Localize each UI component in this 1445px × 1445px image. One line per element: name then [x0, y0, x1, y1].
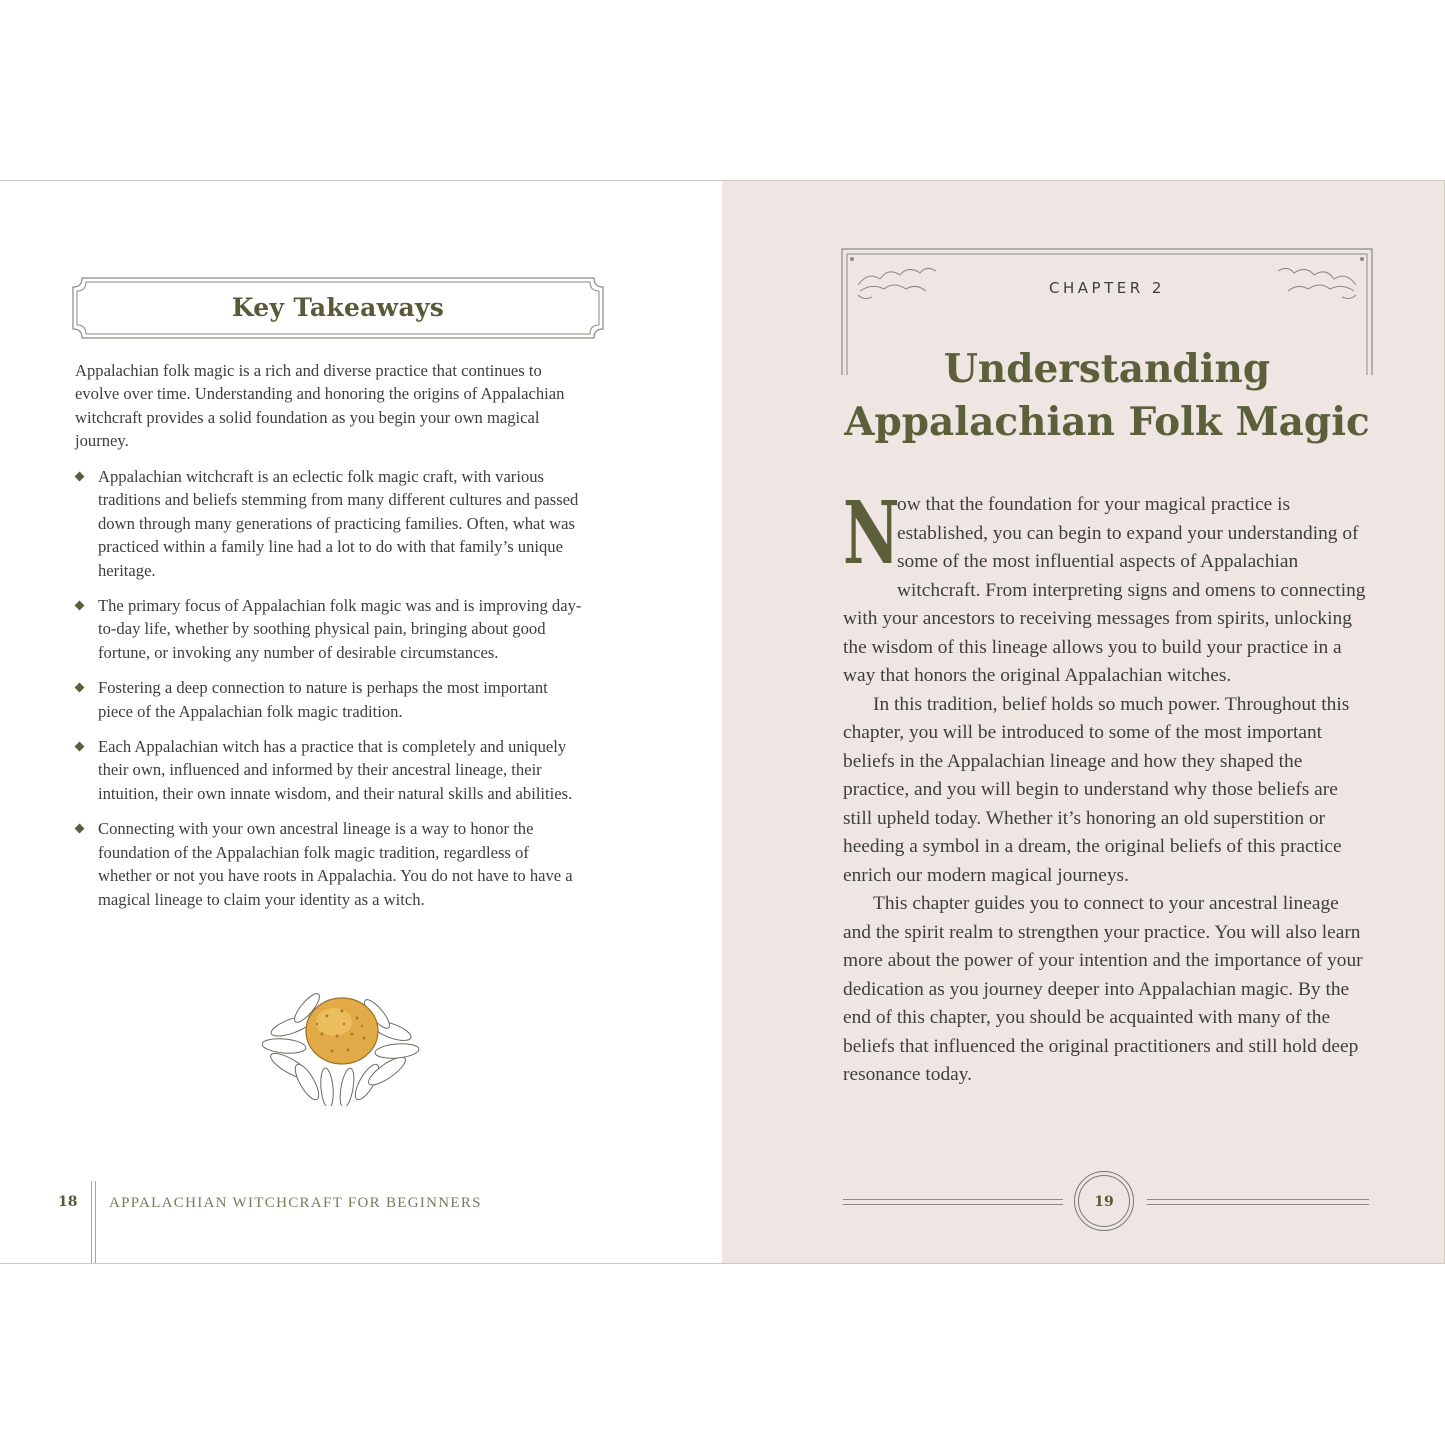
diamond-bullet-icon	[75, 742, 85, 752]
key-takeaways-title: Key Takeaways	[231, 293, 445, 322]
key-takeaways-header	[72, 277, 604, 339]
chapter-label: CHAPTER 2	[1049, 279, 1165, 297]
list-item: Fostering a deep connection to nature is perhaps the most important piece of the Appalachian folk magic tradition.	[75, 676, 583, 723]
book-spread	[0, 180, 1445, 1264]
footer-divider	[91, 1181, 92, 1263]
diamond-bullet-icon	[75, 683, 85, 693]
chapter-title: Understanding Appalachian Folk Magic	[844, 346, 1370, 445]
right-page-footer	[722, 1166, 1444, 1236]
page-number: 19	[1078, 1175, 1130, 1227]
chapter-body	[843, 483, 1367, 1090]
diamond-bullet-icon	[75, 601, 85, 611]
right-page	[722, 181, 1444, 1263]
takeaways-list	[75, 465, 583, 923]
left-page-footer	[0, 1181, 722, 1263]
chamomile-flower-icon	[262, 976, 424, 1106]
footer-rule-right	[1147, 1199, 1369, 1205]
list-item: The primary focus of Appalachian folk magic was and is improving day-to-day life, whether by soothing physical pain, bringing about good fortune, or invoking any number of desirable circumstances.	[75, 594, 583, 664]
left-page	[0, 181, 722, 1263]
page-number: 18	[58, 1194, 78, 1210]
body-paragraph: N ow that the foundation for your magical practice is established, you can begin to expand your understanding of some of the most influential aspects of Appalachian witchcraft. From interpreting signs and omens to connecting with your ancestors to receiving messages from spirits, unlocking the wisdom of this lineage allows you to build your practice in a way that honors the original Appalachian witches.	[843, 483, 1366, 686]
running-head: APPALACHIAN WITCHCRAFT FOR BEGINNERS	[109, 1195, 482, 1211]
list-item: Connecting with your own ancestral lineage is a way to honor the foundation of the Appalachian folk magic tradition, regardless of whether or not you have roots in Appalachia. You do not have to have a magical lineage to claim your identity as a witch.	[75, 817, 583, 911]
list-item: Each Appalachian witch has a practice that is completely and uniquely their own, influenced and informed by their ancestral lineage, their intuition, their own innate wisdom, and their natural skills and abilities.	[75, 735, 583, 805]
body-paragraph: In this tradition, belief holds so much power. Throughout this chapter, you will be introduced to some of the most important beliefs in the Appalachian lineage and how they shaped the practice, and you will begin to understand why those beliefs are still upheld today. Whether it’s honoring an old superstition or heeding a symbol in a dream, the original beliefs of this practice enrich our modern magical journeys.	[843, 693, 1350, 886]
body-paragraph: This chapter guides you to connect to your ancestral lineage and the spirit realm to strengthen your practice. You will also learn more about the power of your intention and the importance of your dedication as you journey deeper into Appalachian magic. By the end of this chapter, you should be acquainted with many of the beliefs that influenced the original practitioners and still hold deep resonance today.	[843, 893, 1363, 1085]
list-item: Appalachian witchcraft is an eclectic folk magic craft, with various traditions and beliefs stemming from many different cultures and passed down through many generations of practicing families. Often, what was practiced within a family line had a lot to do with that family’s unique heritage.	[75, 465, 583, 582]
footer-rule-left	[843, 1199, 1063, 1205]
page-number-badge	[1074, 1171, 1134, 1231]
diamond-bullet-icon	[75, 472, 85, 482]
footer-divider	[95, 1181, 96, 1263]
intro-paragraph: Appalachian folk magic is a rich and diverse practice that continues to evolve over time. Understanding and honoring the origins of Appalachian witchcraft provides a solid foundation as you begin your own magical journey.	[75, 361, 565, 451]
diamond-bullet-icon	[75, 824, 85, 834]
drop-cap: N	[843, 483, 900, 584]
